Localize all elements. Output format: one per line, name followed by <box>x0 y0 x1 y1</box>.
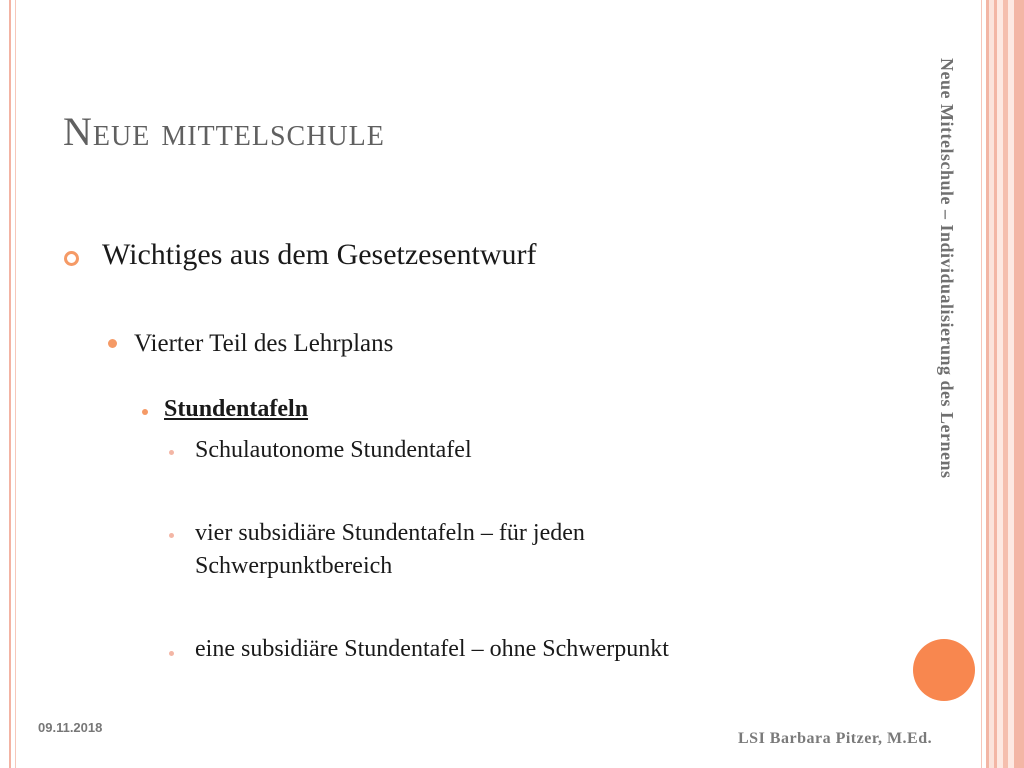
left-decor-line-inner <box>15 0 16 768</box>
left-decor-line <box>9 0 11 768</box>
right-decor-line <box>981 0 982 768</box>
bullet-level3-heading: Stundentafeln <box>164 396 309 422</box>
tiny-dot-bullet-icon <box>169 533 174 538</box>
dot-bullet-icon <box>108 339 117 348</box>
bullet-level4-item-continuation: Schwerpunktbereich <box>195 553 393 579</box>
tiny-dot-bullet-icon <box>169 651 174 656</box>
slide-title: Neue mittelschule <box>63 109 385 154</box>
ring-bullet-icon <box>64 251 79 266</box>
orange-circle-decor <box>913 639 975 701</box>
footer-date: 09.11.2018 <box>38 720 103 735</box>
bullet-level4-item: eine subsidiäre Stundentafel – ohne Schwerpunkt <box>195 636 669 662</box>
bullet-level4-item: vier subsidiäre Stundentafeln – für jeden <box>195 520 585 546</box>
small-dot-bullet-icon <box>142 409 148 415</box>
vertical-side-title: Neue Mittelschule – Individualisierung des Lernens <box>937 58 957 479</box>
bullet-level2: Vierter Teil des Lehrplans <box>134 330 394 357</box>
bullet-level4-item: Schulautonome Stundentafel <box>195 437 472 463</box>
right-decor-stripes <box>984 0 1024 768</box>
tiny-dot-bullet-icon <box>169 450 174 455</box>
footer-author: LSI Barbara Pitzer, M.Ed. <box>738 730 933 747</box>
bullet-level1: Wichtiges aus dem Gesetzesentwurf <box>102 238 537 271</box>
